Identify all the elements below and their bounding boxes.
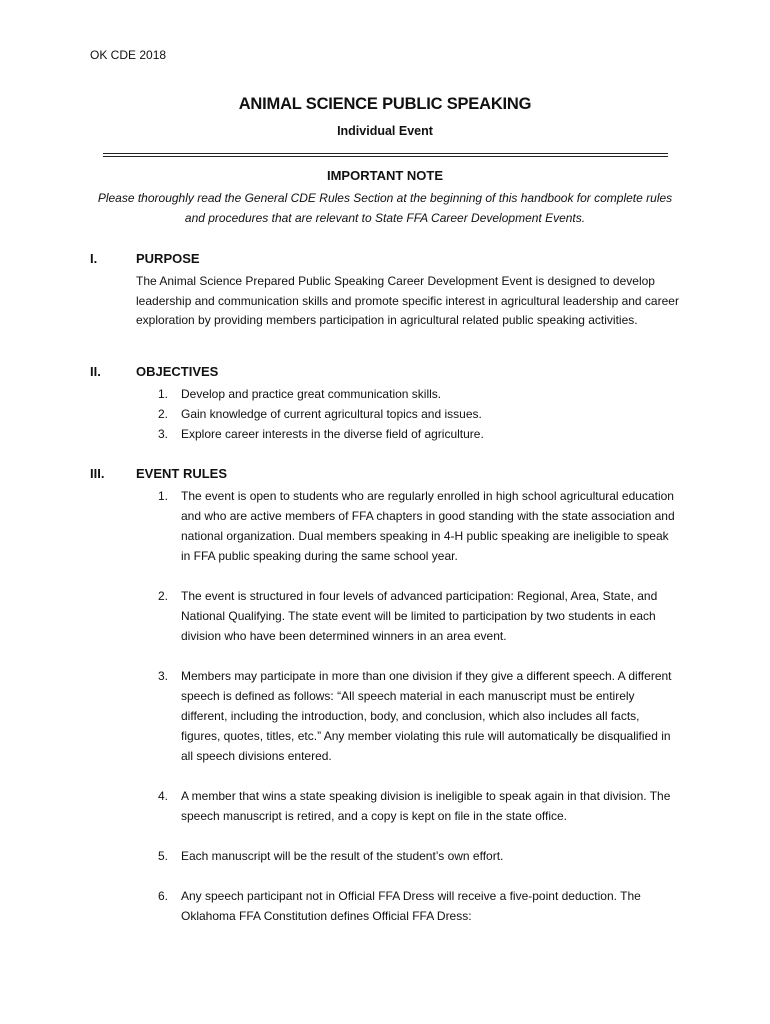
purpose-paragraph: The Animal Science Prepared Public Speaking Career Development Event is designed to develop leadership and communication skills and promote specific interest in agricultural leadership and career exploration by providing members participation in agricultural related public speaking activities. [136,274,679,327]
note-body: Please thoroughly read the General CDE Rules Section at the beginning of this handbook for complete rules and procedures that are relevant to State FFA Career Development Events. [97,191,673,225]
list-item-number: 2. [158,589,169,603]
note-heading: IMPORTANT NOTE [326,168,444,183]
list-item-text: Members may participate in more than one division if they give a different speech. A different speech is defined as follows: “All speech material in each manuscript must be entirely different, including the introduction, body, and conclusion, which also includes all facts, figures, quotes, titles, etc.” Any member violating this rule will automatically be disqualified in all speech divisions entered. [181,669,672,763]
list-item [136,424,684,444]
list-item-number: 1. [158,387,169,401]
section-title-objectives: OBJECTIVES [136,364,219,379]
list-item [136,384,684,404]
header-code: OK CDE 2018 [90,48,167,62]
document-title: ANIMAL SCIENCE PUBLIC SPEAKING [238,95,532,113]
list-item-text: Any speech participant not in Official FFA Dress will receive a five-point deduction. The Oklahoma FFA Constitution defines Official FFA Dress: [181,889,641,923]
section-number-objectives: II. [90,364,101,379]
list-item [136,586,676,646]
list-item-number: 5. [158,849,169,863]
double-rule-divider [103,153,668,157]
list-item-text: Develop and practice great communication skills. [181,387,442,401]
list-item-number: 4. [158,789,169,803]
list-item-text: The event is structured in four levels of advanced participation: Regional, Area, State, and National Qualifying. The state event will be limited to participation by two students in each division who have been determined winners in an area event. [181,589,658,643]
list-item [136,486,676,566]
list-item-text: Gain knowledge of current agricultural topics and issues. [181,407,482,421]
list-item-number: 1. [158,489,169,503]
list-item [136,786,676,826]
section-title-event-rules: EVENT RULES [136,466,228,481]
list-item [136,846,676,866]
list-item [136,886,676,926]
list-item-number: 3. [158,427,169,441]
objectives-list [136,384,684,444]
event-rules-list [136,486,676,946]
list-item [136,404,684,424]
list-item [136,666,676,766]
list-item-text: The event is open to students who are regularly enrolled in high school agricultural education and who are active members of FFA chapters in good standing with the state association and national organization. Dual members speaking in 4-H public speaking are ineligible to speak in FFA public speaking during the same school year. [181,489,675,563]
section-number-event-rules: III. [90,466,105,481]
list-item-number: 3. [158,669,169,683]
section-number-purpose: I. [90,251,98,266]
list-item-text: Each manuscript will be the result of the student’s own effort. [181,849,504,863]
document-subtitle: Individual Event [337,124,433,138]
section-title-purpose: PURPOSE [136,251,200,266]
list-item-number: 6. [158,889,169,903]
list-item-number: 2. [158,407,169,421]
list-item-text: A member that wins a state speaking division is ineligible to speak again in that division. The speech manuscript is retired, and a copy is kept on file in the state office. [181,789,671,823]
list-item-text: Explore career interests in the diverse field of agriculture. [181,427,484,441]
